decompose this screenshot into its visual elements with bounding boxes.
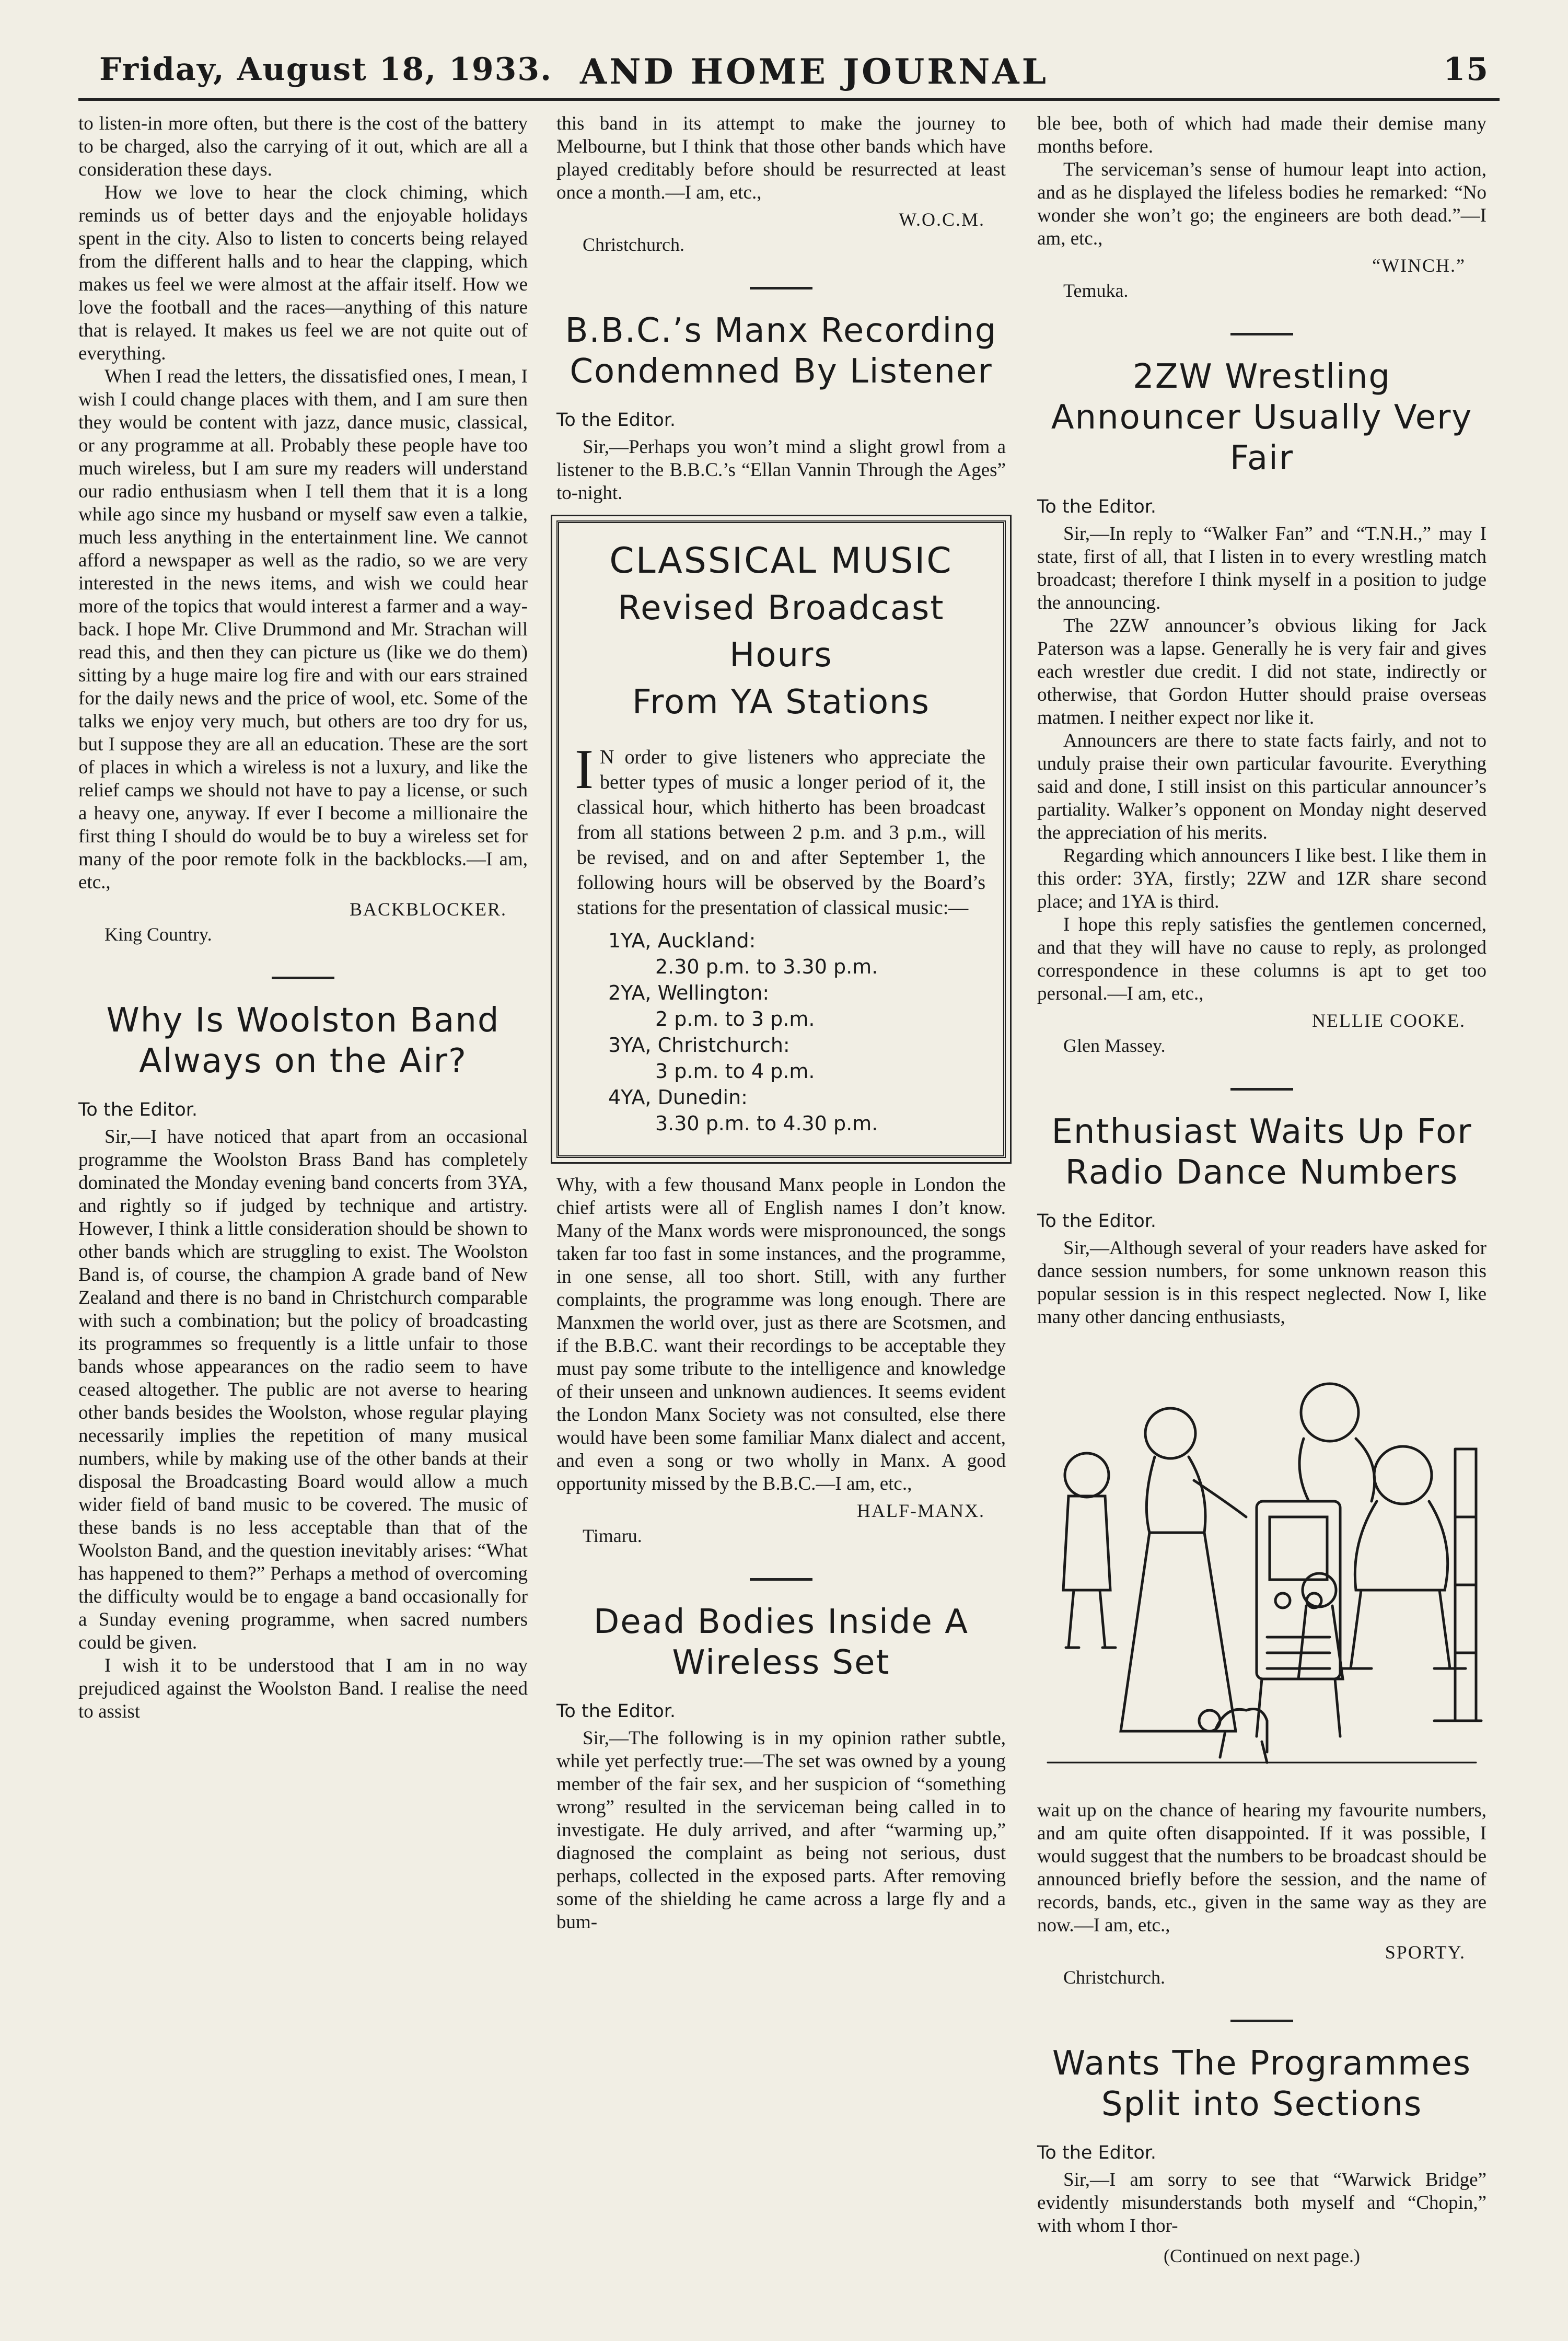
letter-sporty-continued [1037,1799,1486,1937]
letter-wocm [556,112,1006,204]
letter-half-manx [556,436,1006,505]
schedule [577,928,985,1137]
header-date: Friday, August 18, 1933. [99,51,552,88]
salutation: To the Editor. [556,1701,676,1722]
paragraph: Sir,—Although several of your readers have asked for dance session numbers, for some unknown reason this popular session is in this respect neglected. Now I, like many other dancing enthusiasts, [1037,1237,1486,1328]
paragraph: wait up on the chance of hearing my favourite numbers, and am quite often disappointed. If it was possible, I would suggest that the numbers to be broadcast should be announced briefly before the session, and the name of records, bands, etc., given in the same way as they are now.—I am, etc., [1037,1800,1486,1936]
paragraph: The serviceman’s sense of humour leapt into action, and as he displayed the lifeless bodies he remarked: “No wonder she won’t go; the engineers are both dead.”—I am, etc., [1037,159,1486,249]
classical-music-notice [556,520,1006,1158]
notice-title: CLASSICAL MUSIC [609,540,953,582]
headline: Wants The Programmes Split into Sections [1052,2044,1472,2124]
place-name: Temuka. [1063,280,1129,301]
divider [1230,2020,1293,2022]
headline: Why Is Woolston Band Always on the Air? [106,1001,500,1081]
paragraph: Why, with a few thousand Manx people in London the chief artists were all of English names I don’t know. Many of the Manx words were mispronounced, the songs taken far too fast in some instances, and the programme, in one sense, all too short. Still, with any further complaints, the programme was long enough. There are Manxmen the world over, just as there are Scotsmen, and if the B.B.C. want their recordings to be acceptable they must pay some tribute to the intelligence and knowledge of their unseen and unknown audiences. It seems evident the London Manx Society was not consulted, else there would have been some familiar Manx dialect and accent, and even a song or two wholly in Manx. A good opportunity missed by the B.B.C.—I am, etc., [556,1174,1006,1494]
headline: 2ZW Wrestling Announcer Usually Very Fair [1051,357,1473,478]
signature: SPORTY. [1385,1942,1466,1963]
paragraph: When I read the letters, the dissatisfied ones, I mean, I wish I could change places with them, and I am sure then they would be content with jazz, dance music, classical, or any programme at all. Probably these people have too much wireless, but I am sure my readers will understand our radio enthusiasm when I tell them that it is a long while ago since my husband or myself saw even a talkie, much less anything in the entertainment line. We cannot afford a newspaper as well as the radio, so we are very interested in the news items, and wish we could hear more of the topics that would interest a farmer and a way-back. I hope Mr. Clive Drummond and Mr. Strachan will read this, and then they can picture us (like we do them) sitting by a huge maire log fire and with our ears strained for the daily news and the price of wool, etc. Some of the talks we enjoy very much, but others are too dry for us, but I suppose they are all an education. These are the sort of places in which a wireless is not a luxury, and like the relief camps we should not have to pay a license, or such a heavy one, anyway. If ever I become a millionaire the first thing I should do would be to buy a wireless set for many of the poor remote folk in the backblocks.—I am, etc., [78,366,528,893]
header-title: AND HOME JOURNAL [580,51,1049,92]
paragraph: I hope this reply satisfies the gentlemen concerned, and that they will have no cause to reply, as prolonged correspondence in these columns is apt to get too personal.—I am, etc., [1037,914,1486,1004]
illustration-drawing [1037,1345,1486,1778]
salutation: To the Editor. [78,1099,198,1120]
page-header [78,41,1500,101]
paragraph: this band in its attempt to make the journey to Melbourne, but I think that those other bands which have played creditably before should be resurrected at least once a month.—I am, etc., [556,113,1006,203]
salutation: To the Editor. [556,410,676,431]
paragraph: Sir,—Perhaps you won’t mind a slight growl from a listener to the B.B.C.’s “Ellan Vannin Through the Ages” to-night. [556,436,1006,504]
signature: W.O.C.M. [899,209,985,230]
salutation: To the Editor. [1037,496,1157,517]
paragraph: ble bee, both of which had made their demise many months before. [1037,113,1486,157]
place-name: Christchurch. [583,234,684,255]
letter-dead-bodies [556,1727,1006,1934]
notice-body [575,738,985,920]
letter-half-manx-continued [556,1174,1006,1496]
letter-sporty [1037,1237,1486,1329]
salutation: To the Editor. [1037,2142,1157,2163]
headline: B.B.C.’s Manx Recording Condemned By Listener [565,311,997,391]
paragraph: Announcers are there to state facts fairly, and not to unduly praise their own particular favourite. Everything said and done, I still insist on this particular announcer’s partiality. Walker’s opponent on Monday night deserved the appreciation of his merits. [1037,730,1486,843]
headline: Enthusiast Waits Up For Radio Dance Numbers [1051,1112,1472,1192]
paragraph: I wish it to be understood that I am in no way prejudiced against the Woolston Band. I realise the need to assist [78,1655,528,1722]
letter-programmes-sections [1037,2169,1486,2238]
divider [1230,333,1293,335]
letter-winch [1037,112,1486,250]
paragraph: Sir,—In reply to “Walker Fan” and “T.N.H.,” may I state, first of all, that I listen in to every wrestling match broadcast; therefore I think myself in a position to judge the announcing. [1037,523,1486,613]
page-number: 15 [1443,51,1489,88]
letter-woolston [78,1126,528,1723]
column-1 [78,112,528,1723]
paragraph: to listen-in more often, but there is the cost of the battery to be charged, also the carrying of it out, which are all a consideration these days. [78,113,528,180]
paragraph: Sir,—The following is in my opinion rather subtle, while yet perfectly true:—The set was owned by a young member of the fair sex, and her suspicion of “something wrong” resulted in the serviceman being called in to investigate. He duly arrived, and after “warming up,” diagnosed the complaint as being not serious, dust perhaps, collected in the exposed parts. After removing some of the shielding he came across a large fly and a bum- [556,1728,1006,1933]
paragraph: How we love to hear the clock chiming, which reminds us of better days and the enjoyable holidays spent in the city. Also to listen to concerts being relayed from the different halls and to hear the clapping, which makes us feel we were almost at the affair itself. How we love the football and the races—anything of this nature that is relayed. It makes us feel we are not quite out of everything. [78,182,528,364]
schedule-station: 1YA, Auckland: [608,929,756,952]
place-name: Timaru. [583,1525,642,1546]
schedule-station: 2YA, Wellington: [608,981,770,1004]
schedule-time: 2 p.m. to 3 p.m. [655,1007,815,1030]
schedule-station: 3YA, Christchurch: [608,1034,790,1057]
divider [750,1578,812,1581]
paragraph: The 2ZW announcer’s obvious liking for Jack Paterson was a lapse. Generally he is very fair and gives each wrestler due credit. I did not state, indirectly or otherwise, that Gordon Hutter should praise overseas matmen. I neither expect nor like it. [1037,615,1486,728]
divider [750,287,812,289]
divider [1230,1088,1293,1091]
continued-note: (Continued on next page.) [1164,2245,1360,2266]
notice-text: N order to give listeners who appreciate the better types of music a longer period of it, the classical hour, which hitherto has been broadcast from all stations between 2 p.m. and 3 p.m., will be revised, and on and after September 1, the following hours will be observed by the Board’s stations for the presentation of classical music:— [577,746,985,919]
salutation: To the Editor. [1037,1211,1157,1232]
signature: BACKBLOCKER. [349,899,507,920]
letter-backblocker [78,112,528,894]
family-around-radio-illustration [1037,1345,1486,1778]
paragraph: Sir,—I have noticed that apart from an occasional programme the Woolston Brass Band has completely dominated the Monday evening band concerts from 3YA, and rightly so if judged by technique and artistry. However, I think a little consideration should be shown to other bands which are struggling to exist. The Woolston Band is, of course, the champion A grade band of New Zealand and there is no band in Christchurch comparable with such a combination; but the policy of broadcasting its programmes so frequently is a little unfair to those bands whose appearances on the radio seem to have ceased altogether. The public are not averse to hearing other bands besides the Woolston, whose regular playing necessarily implies the repetition of many musical numbers, while by making use of the other bands at their disposal the Broadcasting Board would allow a much wider field of band music to be covered. The music of these bands is no less acceptable than that of the Woolston Band, and the question inevitably arises: “What has happened to them?” Perhaps a method of overcoming the difficulty would be to engage a band occasionally for a Sunday evening programme, when sacred numbers could be given. [78,1126,528,1653]
schedule-time: 2.30 p.m. to 3.30 p.m. [655,955,878,978]
paragraph: Sir,—I am sorry to see that “Warwick Bridge” evidently misunderstands both myself and “Chopin,” with whom I thor- [1037,2169,1486,2236]
paragraph: Regarding which announcers I like best. I like them in this order: 3YA, firstly; 2ZW and 1ZR share second place; and 1YA is third. [1037,845,1486,912]
headline: Dead Bodies Inside A Wireless Set [593,1603,969,1682]
divider [272,977,334,979]
signature: NELLIE COOKE. [1312,1010,1466,1031]
place-name: Christchurch. [1063,1967,1165,1988]
place-name: King Country. [104,924,212,945]
schedule-time: 3 p.m. to 4 p.m. [655,1060,815,1083]
schedule-time: 3.30 p.m. to 4.30 p.m. [655,1112,878,1135]
column-2 [556,112,1006,1934]
notice-subtitle: From YA Stations [632,683,931,722]
drop-cap: I [575,738,594,801]
signature: HALF-MANX. [857,1500,985,1521]
letter-nellie-cooke [1037,523,1486,1005]
signature: “WINCH.” [1372,255,1466,276]
column-3 [1037,112,1486,2267]
place-name: Glen Massey. [1063,1035,1166,1056]
notice-subtitle: Revised Broadcast Hours [618,589,945,675]
schedule-station: 4YA, Dunedin: [608,1086,748,1109]
